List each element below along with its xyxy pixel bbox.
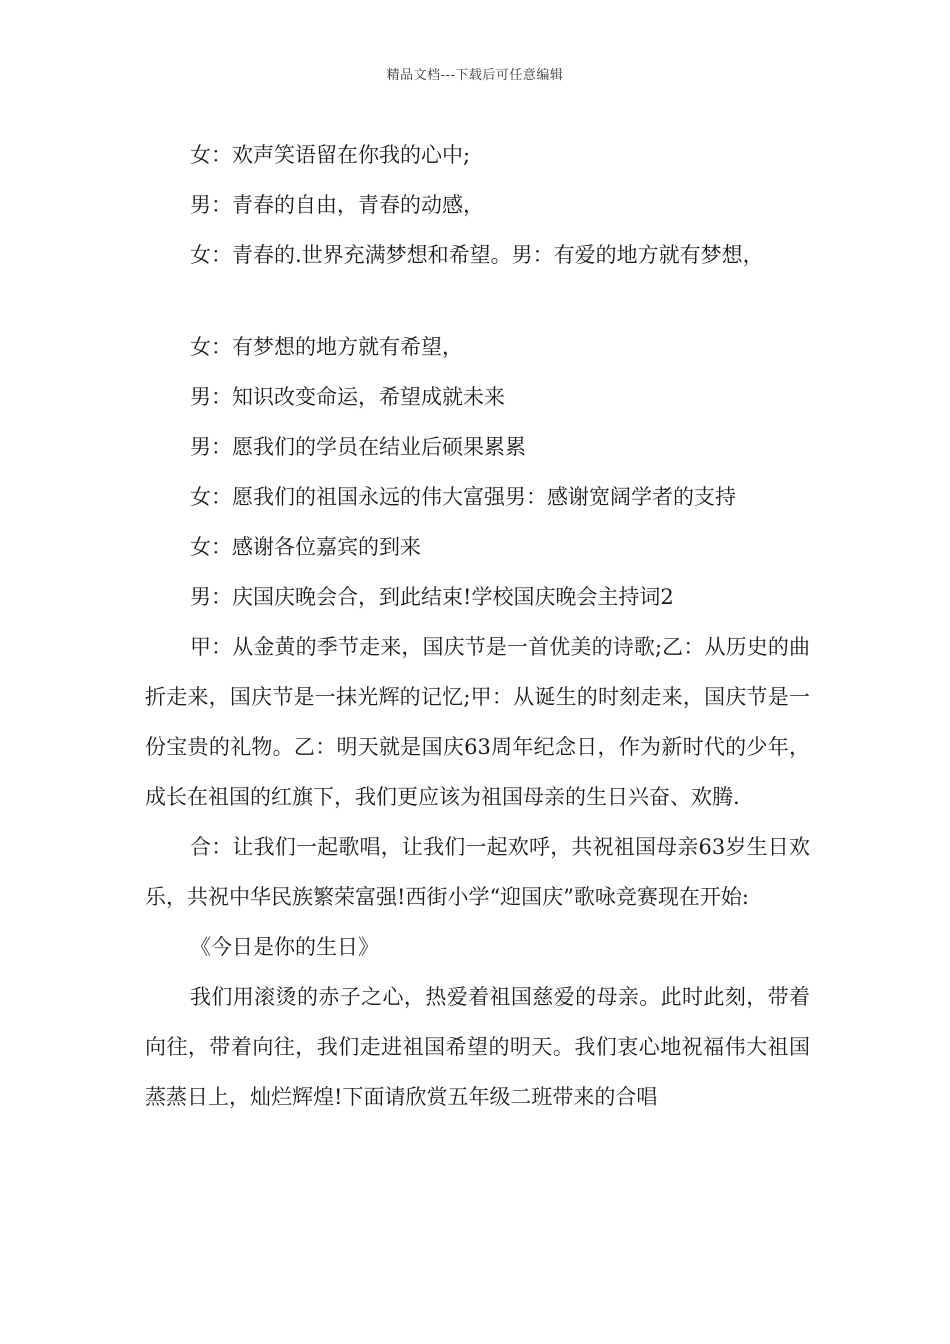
dialogue-line: 女：感谢各位嘉宾的到来	[190, 535, 421, 559]
dialogue-line: 女：欢声笑语留在你我的心中;	[190, 143, 471, 167]
dialogue-line: 女：愿我们的祖国永远的伟大富强男：感谢宽阔学者的支持	[190, 485, 736, 509]
dialogue-line: 男：青春的自由，青春的动感，	[190, 193, 484, 217]
body-paragraph: 合：让我们一起歌唱，让我们一起欢呼，共祝祖国母亲63岁生日欢乐，共祝中华民族繁荣富强!西街小学“迎国庆”歌咏竞赛现在开始:	[145, 835, 810, 909]
document-body	[145, 130, 810, 1122]
body-paragraph: 甲：从金黄的季节走来，国庆节是一首优美的诗歌;乙：从历史的曲折走来，国庆节是一抹光辉的记忆;甲：从诞生的时刻走来，国庆节是一份宝贵的礼物。乙：明天就是国庆63周年纪念日，作为新时代的少年，成长在祖国的红旗下，我们更应该为祖国母亲的生日兴奋、欢腾.	[145, 635, 810, 809]
dialogue-line: 男：庆国庆晚会合，到此结束!学校国庆晚会主持词2	[190, 585, 674, 609]
dialogue-line: 女：有梦想的地方就有希望，	[190, 335, 463, 359]
dialogue-line: 男：愿我们的学员在结业后硕果累累	[190, 435, 526, 459]
paragraph-gap	[145, 280, 810, 322]
body-paragraph: 我们用滚烫的赤子之心，热爱着祖国慈爱的母亲。此时此刻，带着向往，带着向往，我们走进祖国希望的明天。我们衷心地祝福伟大祖国蒸蒸日上，灿烂辉煌!下面请欣赏五年级二班带来的合唱	[145, 985, 810, 1109]
dialogue-line: 男：知识改变命运，希望成就未来	[190, 385, 505, 409]
page-header: 精品文档---下载后可任意编辑	[386, 68, 564, 83]
song-title: 《今日是你的生日》	[190, 935, 379, 959]
dialogue-line: 女：青春的.世界充满梦想和希望。男：有爱的地方就有梦想，	[190, 243, 764, 267]
